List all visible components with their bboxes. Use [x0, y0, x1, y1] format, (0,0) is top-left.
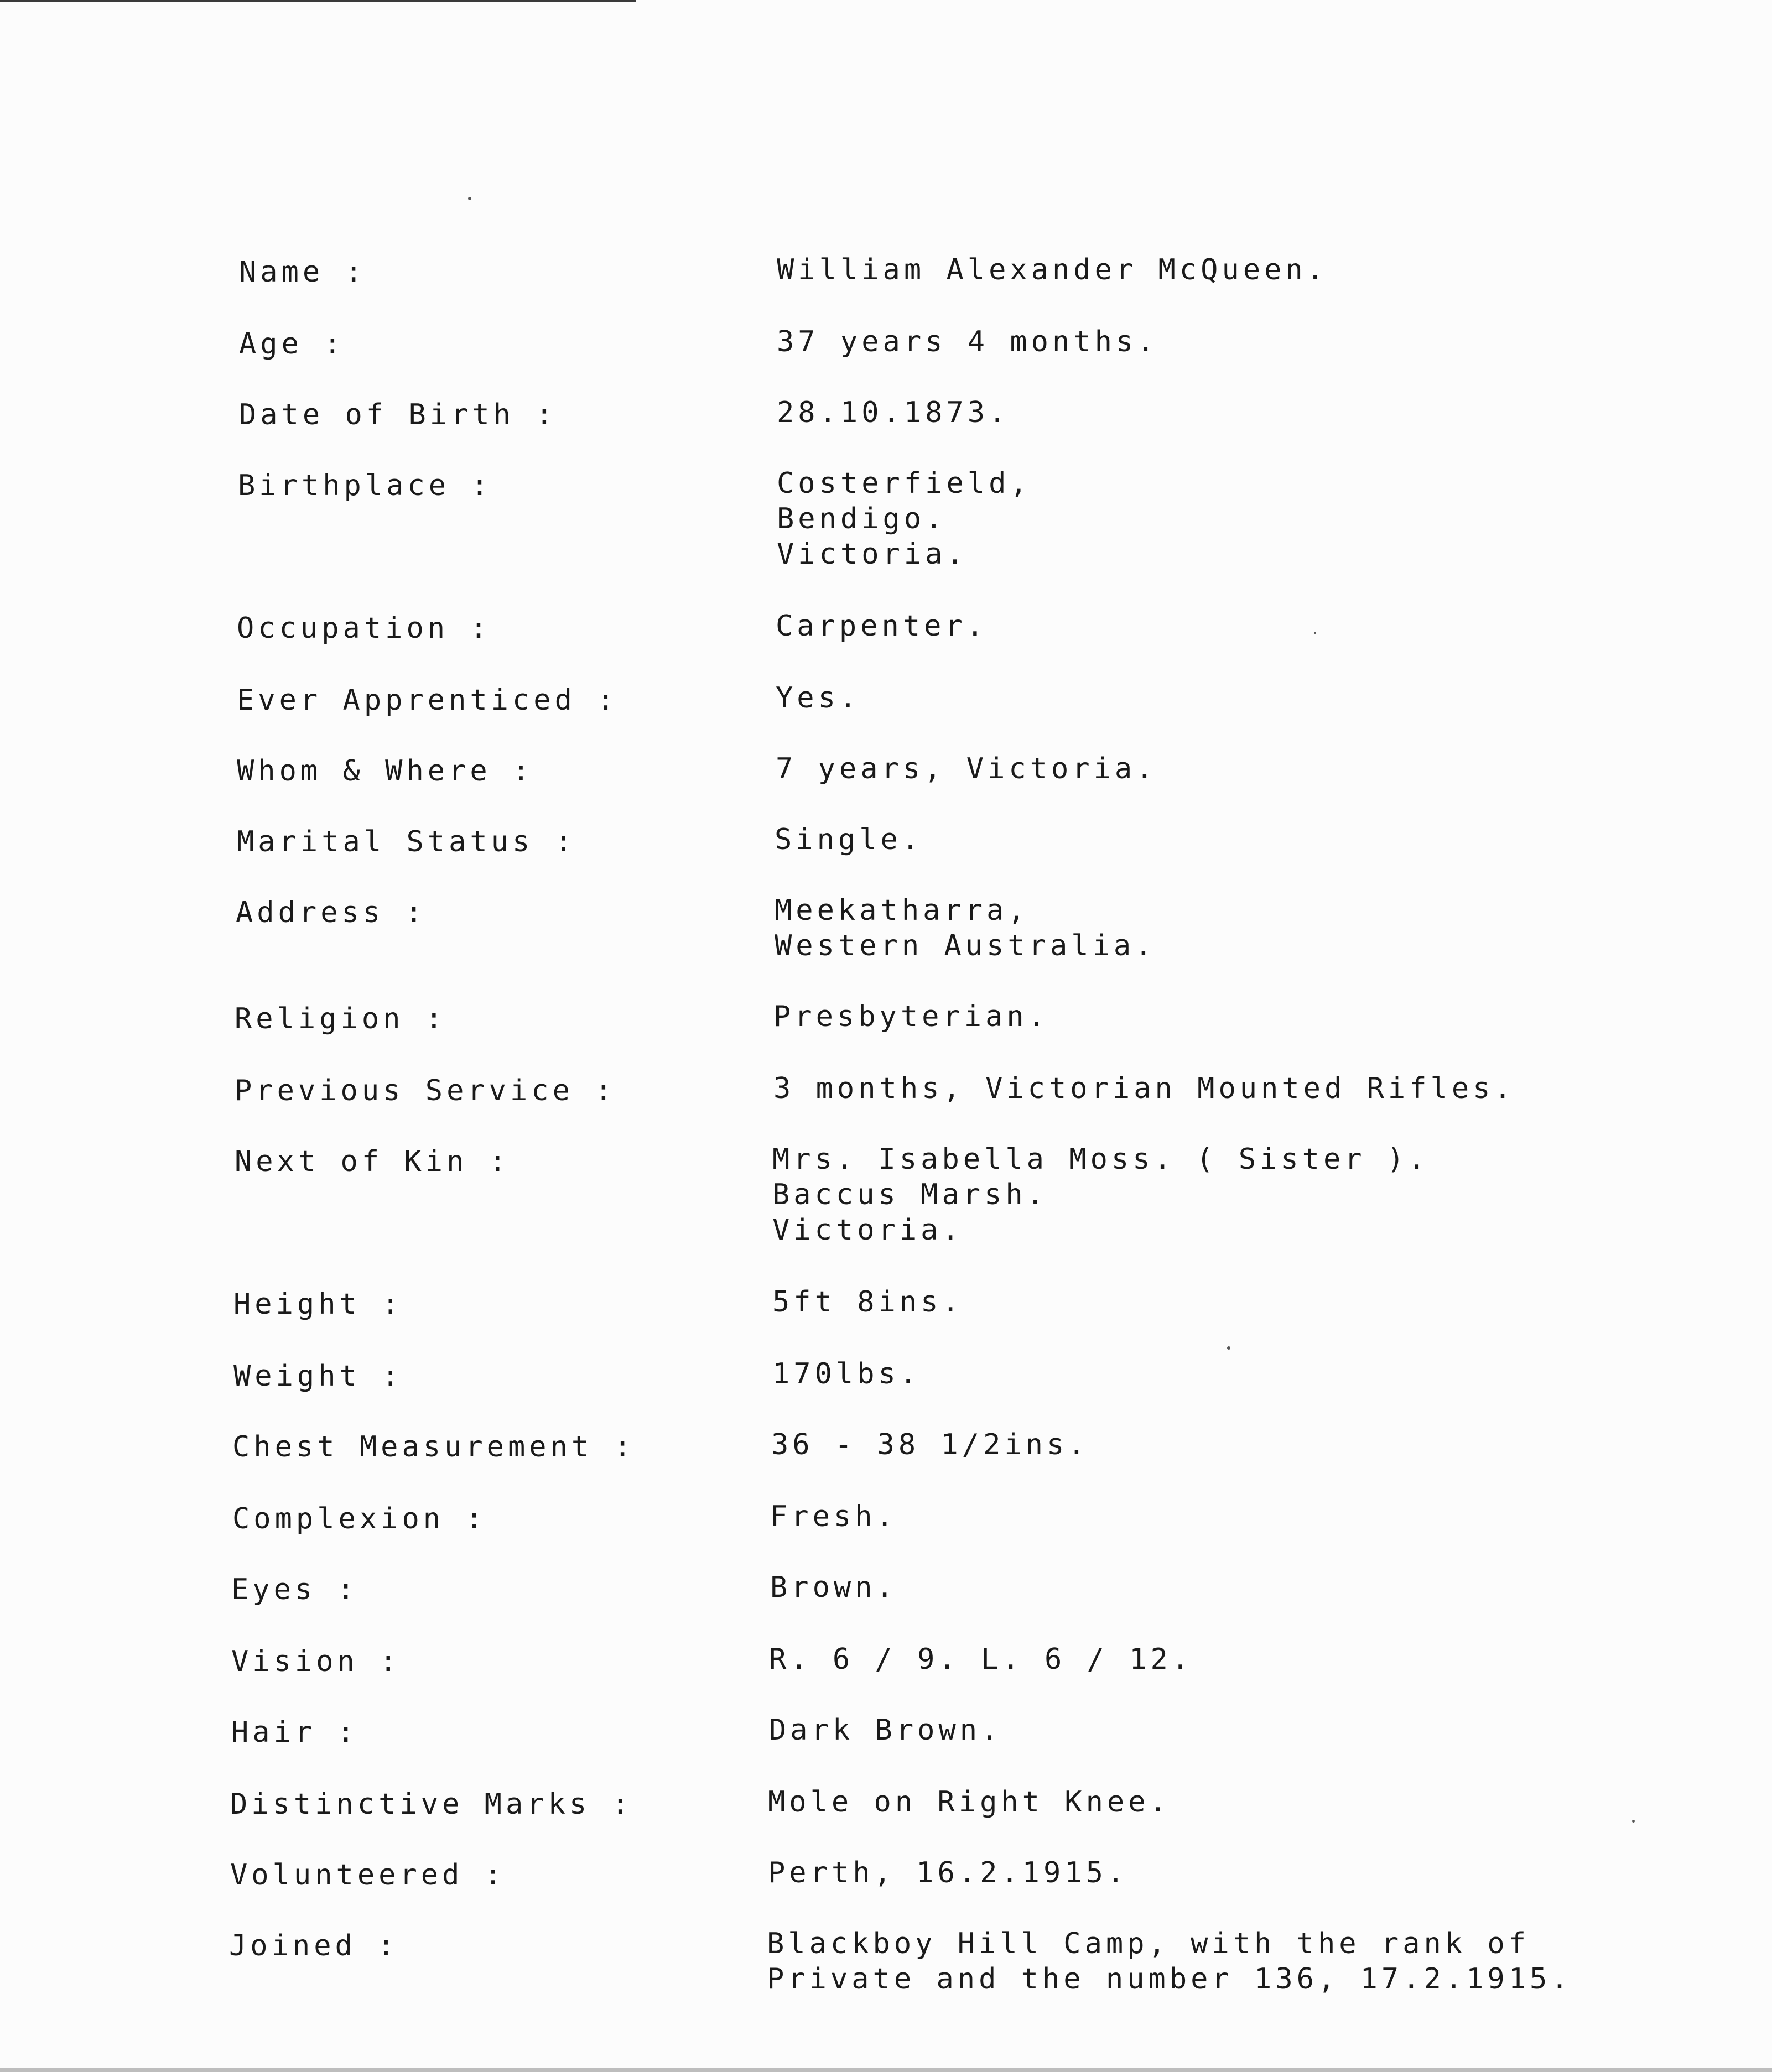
- field-value-line: Brown.: [770, 1571, 897, 1604]
- field-label: Height :: [233, 1288, 403, 1321]
- scan-speck: [1227, 1346, 1230, 1350]
- field-value-line: William Alexander McQueen.: [777, 253, 1328, 287]
- field-value-line: Victoria.: [772, 1214, 963, 1247]
- field-label: Chest Measurement :: [232, 1430, 635, 1464]
- field-value-line: 37 years 4 months.: [777, 325, 1158, 358]
- field-label: Date of Birth :: [239, 398, 557, 431]
- field-label: Complexion :: [232, 1502, 487, 1535]
- field-label: Eyes :: [231, 1573, 358, 1606]
- field-value-line: Blackboy Hill Camp, with the rank of: [767, 1927, 1530, 1960]
- field-value: [777, 324, 1158, 360]
- field-value-line: Fresh.: [770, 1500, 897, 1533]
- field-value: [776, 751, 1157, 787]
- field-value-line: Western Australia.: [775, 929, 1156, 962]
- field-value: [772, 1284, 963, 1320]
- field-value-line: Yes.: [776, 681, 861, 715]
- field-value-line: Single.: [775, 823, 923, 856]
- scan-edge-top: [0, 0, 636, 2]
- field-value: [777, 395, 1010, 430]
- scan-speck: [1632, 1820, 1635, 1823]
- field-value-line: Dark Brown.: [769, 1714, 1002, 1747]
- field-value: [777, 252, 1328, 288]
- field-label: Age :: [239, 327, 345, 361]
- field-value: [769, 1712, 1002, 1748]
- field-value-line: 3 months, Victorian Mounted Rifles.: [773, 1072, 1515, 1105]
- field-label: Marital Status :: [237, 825, 576, 858]
- scan-speck: [1314, 632, 1316, 634]
- field-value: [768, 1855, 1128, 1891]
- field-value: [776, 608, 988, 644]
- field-value: [769, 1642, 1193, 1677]
- field-label: Address :: [236, 896, 427, 929]
- scan-speck: [468, 197, 471, 200]
- field-value: [767, 1926, 1572, 1997]
- field-value-line: 36 - 38 1/2ins.: [771, 1428, 1089, 1461]
- field-value-line: Perth, 16.2.1915.: [768, 1856, 1129, 1889]
- field-value-line: Bendigo.: [777, 502, 947, 535]
- field-label: Previous Service :: [235, 1074, 616, 1107]
- field-label: Next of Kin :: [235, 1145, 510, 1178]
- field-value-line: 28.10.1873.: [777, 396, 1010, 429]
- field-label: Religion :: [235, 1002, 447, 1035]
- field-value-line: Carpenter.: [776, 610, 988, 643]
- field-value-line: Presbyterian.: [773, 1000, 1049, 1033]
- field-value-line: 5ft 8ins.: [772, 1285, 963, 1319]
- scan-edge-bottom: [0, 2068, 1772, 2072]
- field-value: [771, 1427, 1089, 1462]
- field-value: [775, 822, 923, 857]
- field-value-line: Costerfield,: [777, 467, 1031, 500]
- field-value: [773, 1071, 1515, 1106]
- field-value: [777, 466, 1031, 572]
- field-label: Occupation :: [237, 612, 491, 645]
- field-label: Whom & Where :: [237, 754, 534, 788]
- field-value-line: Mole on Right Knee.: [768, 1785, 1171, 1819]
- field-value: [770, 1499, 897, 1534]
- field-value-line: R. 6 / 9. L. 6 / 12.: [769, 1643, 1193, 1676]
- field-value-line: 170lbs.: [772, 1357, 921, 1391]
- field-label: Hair :: [231, 1716, 358, 1749]
- field-label: Birthplace :: [238, 469, 492, 502]
- field-value-line: Baccus Marsh.: [772, 1178, 1048, 1211]
- field-value: [772, 1356, 921, 1392]
- field-label: Ever Apprenticed :: [237, 684, 619, 717]
- field-label: Vision :: [231, 1645, 401, 1678]
- field-value-line: Meekatharra,: [775, 894, 1029, 927]
- field-value-line: Victoria.: [777, 538, 968, 571]
- field-value: [772, 1142, 1430, 1248]
- field-value: [770, 1570, 897, 1605]
- field-label: Distinctive Marks :: [230, 1788, 633, 1821]
- field-value-line: Mrs. Isabella Moss. ( Sister ).: [772, 1143, 1430, 1176]
- field-label: Volunteered :: [230, 1858, 506, 1892]
- field-value: [768, 1784, 1171, 1820]
- field-value: [775, 893, 1156, 964]
- field-value-line: Private and the number 136, 17.2.1915.: [767, 1962, 1572, 1996]
- field-label: Name :: [239, 256, 366, 289]
- field-value: [776, 680, 860, 716]
- field-label: Joined :: [229, 1929, 399, 1962]
- field-value-line: 7 years, Victoria.: [776, 752, 1157, 785]
- field-label: Weight :: [233, 1360, 403, 1393]
- field-value: [773, 999, 1049, 1034]
